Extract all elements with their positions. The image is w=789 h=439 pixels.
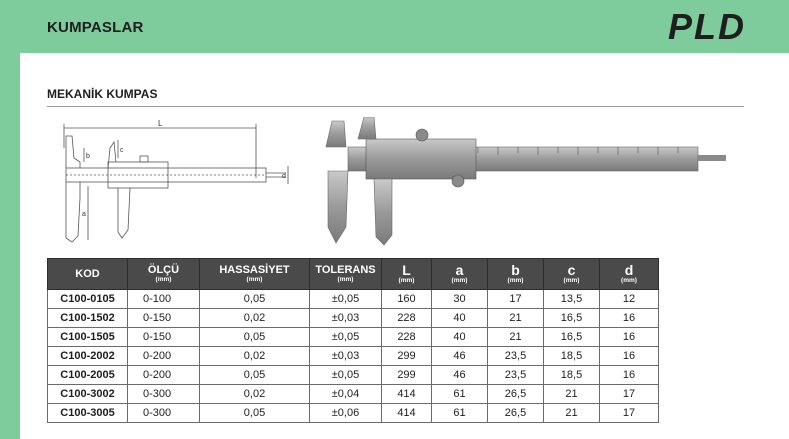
cell-kod: C100-2002	[48, 347, 128, 366]
cell-a: 46	[432, 347, 488, 366]
caliper-diagram	[58, 118, 298, 248]
table-header-row	[48, 259, 659, 290]
cell-tolerans: ±0,05	[310, 328, 382, 347]
cell-kod: C100-3002	[48, 385, 128, 404]
cell-olcu: 0-300	[128, 385, 200, 404]
brand-logo: PLD	[668, 6, 746, 47]
cell-L: 228	[382, 328, 432, 347]
cell-d: 12	[600, 290, 659, 309]
cell-tolerans: ±0,03	[310, 347, 382, 366]
cell-tolerans: ±0,06	[310, 404, 382, 423]
cell-L: 299	[382, 347, 432, 366]
cell-tolerans: ±0,04	[310, 385, 382, 404]
cell-a: 30	[432, 290, 488, 309]
cell-hassasiyet: 0,05	[200, 366, 310, 385]
cell-kod: C100-2005	[48, 366, 128, 385]
cell-c: 21	[544, 404, 600, 423]
section-title: MEKANİK KUMPAS	[47, 87, 158, 101]
cell-hassasiyet: 0,02	[200, 347, 310, 366]
cell-c: 16,5	[544, 309, 600, 328]
cell-kod: C100-1505	[48, 328, 128, 347]
cell-L: 414	[382, 404, 432, 423]
cell-d: 17	[600, 404, 659, 423]
dim-label-L: L	[158, 119, 163, 128]
cell-olcu: 0-150	[128, 328, 200, 347]
cell-tolerans: ±0,05	[310, 290, 382, 309]
cell-hassasiyet: 0,02	[200, 309, 310, 328]
spec-table	[47, 258, 659, 423]
dim-label-c: c	[120, 147, 124, 154]
cell-b: 17	[488, 290, 544, 309]
table-row	[48, 404, 659, 423]
cell-kod: C100-3005	[48, 404, 128, 423]
table-row	[48, 290, 659, 309]
cell-olcu: 0-200	[128, 347, 200, 366]
cell-a: 40	[432, 328, 488, 347]
table-row	[48, 328, 659, 347]
cell-L: 414	[382, 385, 432, 404]
cell-b: 21	[488, 309, 544, 328]
dim-label-b: b	[86, 153, 90, 160]
col-header-d: d (mm)	[600, 259, 659, 290]
cell-d: 16	[600, 309, 659, 328]
cell-d: 16	[600, 328, 659, 347]
cell-tolerans: ±0,05	[310, 366, 382, 385]
cell-L: 160	[382, 290, 432, 309]
cell-kod: C100-1502	[48, 309, 128, 328]
cell-d: 16	[600, 366, 659, 385]
col-header-olcu: ÖLÇÜ (mm)	[128, 259, 200, 290]
page-title: KUMPASLAR	[47, 19, 144, 36]
col-header-tolerans: TOLERANS (mm)	[310, 259, 382, 290]
table-row	[48, 347, 659, 366]
table-row	[48, 366, 659, 385]
cell-d: 17	[600, 385, 659, 404]
cell-kod: C100-0105	[48, 290, 128, 309]
cell-L: 228	[382, 309, 432, 328]
cell-olcu: 0-200	[128, 366, 200, 385]
table-row	[48, 385, 659, 404]
cell-hassasiyet: 0,05	[200, 404, 310, 423]
cell-hassasiyet: 0,02	[200, 385, 310, 404]
col-header-c: c (mm)	[544, 259, 600, 290]
cell-a: 46	[432, 366, 488, 385]
cell-a: 61	[432, 404, 488, 423]
cell-c: 21	[544, 385, 600, 404]
cell-olcu: 0-100	[128, 290, 200, 309]
cell-tolerans: ±0,03	[310, 309, 382, 328]
dim-label-d: d	[282, 173, 286, 180]
cell-c: 18,5	[544, 366, 600, 385]
col-header-a: a (mm)	[432, 259, 488, 290]
left-accent-strip	[0, 53, 20, 439]
cell-b: 21	[488, 328, 544, 347]
cell-b: 23,5	[488, 366, 544, 385]
col-header-b: b (mm)	[488, 259, 544, 290]
cell-olcu: 0-150	[128, 309, 200, 328]
section-divider	[47, 106, 744, 107]
cell-d: 16	[600, 347, 659, 366]
cell-a: 40	[432, 309, 488, 328]
dim-label-a: a	[82, 211, 86, 218]
cell-hassasiyet: 0,05	[200, 328, 310, 347]
caliper-photo	[318, 117, 730, 249]
cell-L: 299	[382, 366, 432, 385]
cell-c: 13,5	[544, 290, 600, 309]
col-header-kod: KOD	[48, 259, 128, 290]
cell-hassasiyet: 0,05	[200, 290, 310, 309]
cell-c: 18,5	[544, 347, 600, 366]
cell-b: 23,5	[488, 347, 544, 366]
cell-olcu: 0-300	[128, 404, 200, 423]
col-header-L: L (mm)	[382, 259, 432, 290]
col-header-hassasiyet: HASSASİYET (mm)	[200, 259, 310, 290]
table-row	[48, 309, 659, 328]
cell-b: 26,5	[488, 385, 544, 404]
cell-c: 16,5	[544, 328, 600, 347]
cell-b: 26,5	[488, 404, 544, 423]
cell-a: 61	[432, 385, 488, 404]
